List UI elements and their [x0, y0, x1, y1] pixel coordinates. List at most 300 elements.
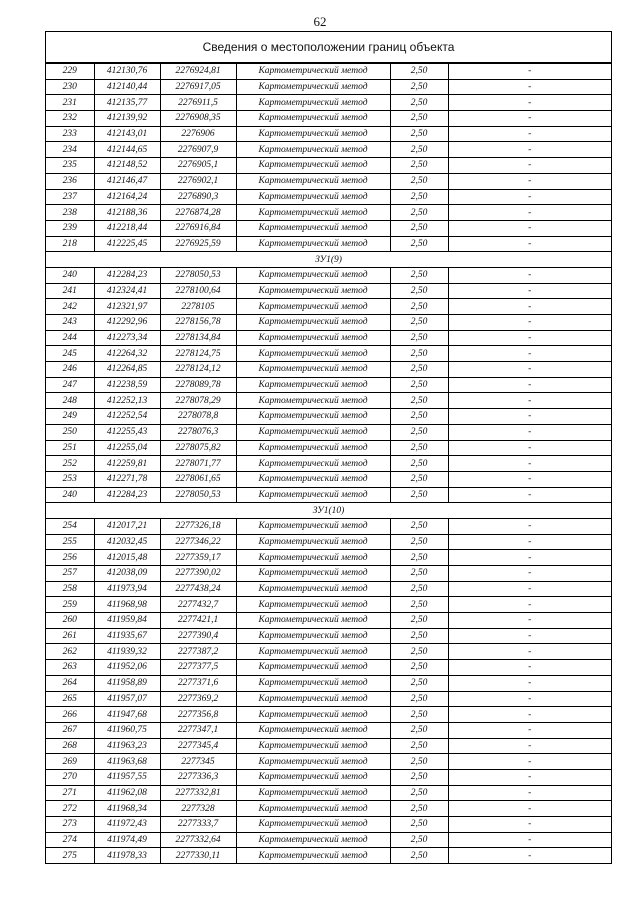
point-number-cell: 275: [46, 848, 94, 864]
note-cell: -: [448, 205, 611, 221]
method-cell: Картометрический метод: [236, 299, 390, 315]
x-coordinate-cell: 412252,54: [94, 409, 160, 425]
accuracy-cell: 2,50: [390, 613, 448, 629]
note-cell: -: [448, 550, 611, 566]
note-cell: -: [448, 315, 611, 331]
note-cell: -: [448, 644, 611, 660]
accuracy-cell: 2,50: [390, 487, 448, 503]
point-number-cell: 248: [46, 393, 94, 409]
table-row: [46, 330, 611, 346]
note-cell: -: [448, 817, 611, 833]
table-row: [46, 534, 611, 550]
table-row: [46, 64, 611, 80]
accuracy-cell: 2,50: [390, 64, 448, 80]
method-cell: Картометрический метод: [236, 801, 390, 817]
x-coordinate-cell: 411972,43: [94, 817, 160, 833]
point-number-cell: 249: [46, 409, 94, 425]
accuracy-cell: 2,50: [390, 299, 448, 315]
note-cell: -: [448, 95, 611, 111]
x-coordinate-cell: 412038,09: [94, 566, 160, 582]
accuracy-cell: 2,50: [390, 440, 448, 456]
table-row: [46, 613, 611, 629]
table-body: [46, 64, 611, 864]
method-cell: Картометрический метод: [236, 126, 390, 142]
y-coordinate-cell: 2277328: [160, 801, 236, 817]
method-cell: Картометрический метод: [236, 220, 390, 236]
x-coordinate-cell: 412146,47: [94, 173, 160, 189]
method-cell: Картометрический метод: [236, 848, 390, 864]
y-coordinate-cell: 2278089,78: [160, 377, 236, 393]
point-number-cell: 256: [46, 550, 94, 566]
method-cell: Картометрический метод: [236, 236, 390, 252]
note-cell: -: [448, 801, 611, 817]
table-row: [46, 95, 611, 111]
note-cell: -: [448, 675, 611, 691]
section-row: [46, 503, 611, 519]
point-number-cell: 252: [46, 456, 94, 472]
x-coordinate-cell: 412143,01: [94, 126, 160, 142]
x-coordinate-cell: 411968,34: [94, 801, 160, 817]
table-row: [46, 660, 611, 676]
method-cell: Картометрический метод: [236, 267, 390, 283]
y-coordinate-cell: 2277369,2: [160, 691, 236, 707]
point-number-cell: 229: [46, 64, 94, 80]
table-row: [46, 722, 611, 738]
x-coordinate-cell: 411952,06: [94, 660, 160, 676]
point-number-cell: 235: [46, 158, 94, 174]
y-coordinate-cell: 2277332,81: [160, 785, 236, 801]
y-coordinate-cell: 2276924,81: [160, 64, 236, 80]
method-cell: Картометрический метод: [236, 111, 390, 127]
y-coordinate-cell: 2277347,1: [160, 722, 236, 738]
point-number-cell: 274: [46, 832, 94, 848]
point-number-cell: 272: [46, 801, 94, 817]
accuracy-cell: 2,50: [390, 644, 448, 660]
y-coordinate-cell: 2277346,22: [160, 534, 236, 550]
coordinates-table: [46, 63, 611, 864]
boundary-table-sheet: [45, 31, 612, 864]
note-cell: -: [448, 769, 611, 785]
x-coordinate-cell: 411974,49: [94, 832, 160, 848]
table-row: [46, 769, 611, 785]
table-row: [46, 754, 611, 770]
note-cell: -: [448, 566, 611, 582]
y-coordinate-cell: 2276906: [160, 126, 236, 142]
accuracy-cell: 2,50: [390, 330, 448, 346]
accuracy-cell: 2,50: [390, 236, 448, 252]
note-cell: -: [448, 754, 611, 770]
x-coordinate-cell: 412144,65: [94, 142, 160, 158]
table-row: [46, 126, 611, 142]
accuracy-cell: 2,50: [390, 409, 448, 425]
method-cell: Картометрический метод: [236, 79, 390, 95]
y-coordinate-cell: 2278078,8: [160, 409, 236, 425]
point-number-cell: 244: [46, 330, 94, 346]
accuracy-cell: 2,50: [390, 393, 448, 409]
method-cell: Картометрический метод: [236, 832, 390, 848]
note-cell: -: [448, 534, 611, 550]
note-cell: -: [448, 142, 611, 158]
note-cell: -: [448, 440, 611, 456]
point-number-cell: 251: [46, 440, 94, 456]
x-coordinate-cell: 412017,21: [94, 518, 160, 534]
x-coordinate-cell: 411968,98: [94, 597, 160, 613]
table-row: [46, 283, 611, 299]
method-cell: Картометрический метод: [236, 377, 390, 393]
y-coordinate-cell: 2277387,2: [160, 644, 236, 660]
method-cell: Картометрический метод: [236, 550, 390, 566]
accuracy-cell: 2,50: [390, 817, 448, 833]
table-row: [46, 817, 611, 833]
table-row: [46, 173, 611, 189]
accuracy-cell: 2,50: [390, 581, 448, 597]
x-coordinate-cell: 412284,23: [94, 487, 160, 503]
table-row: [46, 487, 611, 503]
y-coordinate-cell: 2278105: [160, 299, 236, 315]
method-cell: Картометрический метод: [236, 330, 390, 346]
x-coordinate-cell: 411957,07: [94, 691, 160, 707]
table-row: [46, 299, 611, 315]
accuracy-cell: 2,50: [390, 456, 448, 472]
point-number-cell: 261: [46, 628, 94, 644]
y-coordinate-cell: 2277345: [160, 754, 236, 770]
point-number-cell: 234: [46, 142, 94, 158]
note-cell: -: [448, 409, 611, 425]
method-cell: Картометрический метод: [236, 722, 390, 738]
point-number-cell: 260: [46, 613, 94, 629]
note-cell: -: [448, 189, 611, 205]
point-number-cell: 243: [46, 315, 94, 331]
point-number-cell: 271: [46, 785, 94, 801]
method-cell: Картометрический метод: [236, 393, 390, 409]
accuracy-cell: 2,50: [390, 785, 448, 801]
y-coordinate-cell: 2276874,28: [160, 205, 236, 221]
page-number: 62: [313, 14, 327, 29]
x-coordinate-cell: 412255,04: [94, 440, 160, 456]
point-number-cell: 238: [46, 205, 94, 221]
x-coordinate-cell: 412164,24: [94, 189, 160, 205]
method-cell: Картометрический метод: [236, 189, 390, 205]
note-cell: -: [448, 613, 611, 629]
note-cell: -: [448, 832, 611, 848]
accuracy-cell: 2,50: [390, 111, 448, 127]
y-coordinate-cell: 2277371,6: [160, 675, 236, 691]
y-coordinate-cell: 2276902,1: [160, 173, 236, 189]
table-row: [46, 785, 611, 801]
section-label: ЗУ1(10): [46, 503, 611, 519]
y-coordinate-cell: 2277326,18: [160, 518, 236, 534]
x-coordinate-cell: 412259,81: [94, 456, 160, 472]
table-row: [46, 628, 611, 644]
x-coordinate-cell: 412273,34: [94, 330, 160, 346]
accuracy-cell: 2,50: [390, 362, 448, 378]
x-coordinate-cell: 411973,94: [94, 581, 160, 597]
y-coordinate-cell: 2276905,1: [160, 158, 236, 174]
point-number-cell: 262: [46, 644, 94, 660]
point-number-cell: 236: [46, 173, 94, 189]
point-number-cell: 242: [46, 299, 94, 315]
x-coordinate-cell: 412032,45: [94, 534, 160, 550]
x-coordinate-cell: 412188,36: [94, 205, 160, 221]
method-cell: Картометрический метод: [236, 424, 390, 440]
table-caption: Сведения о местоположении границ объекта: [46, 32, 611, 63]
note-cell: -: [448, 173, 611, 189]
y-coordinate-cell: 2277432,7: [160, 597, 236, 613]
table-row: [46, 315, 611, 331]
method-cell: Картометрический метод: [236, 613, 390, 629]
y-coordinate-cell: 2277336,3: [160, 769, 236, 785]
method-cell: Картометрический метод: [236, 64, 390, 80]
y-coordinate-cell: 2278075,82: [160, 440, 236, 456]
x-coordinate-cell: 412264,32: [94, 346, 160, 362]
method-cell: Картометрический метод: [236, 173, 390, 189]
note-cell: -: [448, 346, 611, 362]
accuracy-cell: 2,50: [390, 518, 448, 534]
section-label: ЗУ1(9): [46, 252, 611, 268]
x-coordinate-cell: 411947,68: [94, 707, 160, 723]
point-number-cell: 240: [46, 267, 94, 283]
y-coordinate-cell: 2276907,9: [160, 142, 236, 158]
table-row: [46, 393, 611, 409]
note-cell: -: [448, 362, 611, 378]
point-number-cell: 270: [46, 769, 94, 785]
table-row: [46, 267, 611, 283]
x-coordinate-cell: 411939,32: [94, 644, 160, 660]
method-cell: Картометрический метод: [236, 315, 390, 331]
table-row: [46, 644, 611, 660]
table-row: [46, 691, 611, 707]
method-cell: Картометрический метод: [236, 456, 390, 472]
table-row: [46, 377, 611, 393]
table-row: [46, 346, 611, 362]
point-number-cell: 265: [46, 691, 94, 707]
x-coordinate-cell: 412238,59: [94, 377, 160, 393]
y-coordinate-cell: 2277390,4: [160, 628, 236, 644]
x-coordinate-cell: 411962,08: [94, 785, 160, 801]
note-cell: -: [448, 424, 611, 440]
note-cell: -: [448, 848, 611, 864]
table-row: [46, 738, 611, 754]
x-coordinate-cell: 412148,52: [94, 158, 160, 174]
method-cell: Картометрический метод: [236, 754, 390, 770]
x-coordinate-cell: 411957,55: [94, 769, 160, 785]
method-cell: Картометрический метод: [236, 691, 390, 707]
point-number-cell: 230: [46, 79, 94, 95]
accuracy-cell: 2,50: [390, 283, 448, 299]
y-coordinate-cell: 2277332,64: [160, 832, 236, 848]
method-cell: Картометрический метод: [236, 142, 390, 158]
point-number-cell: 240: [46, 487, 94, 503]
point-number-cell: 253: [46, 471, 94, 487]
note-cell: -: [448, 267, 611, 283]
point-number-cell: 268: [46, 738, 94, 754]
x-coordinate-cell: 412139,92: [94, 111, 160, 127]
point-number-cell: 241: [46, 283, 94, 299]
method-cell: Картометрический метод: [236, 487, 390, 503]
y-coordinate-cell: 2278076,3: [160, 424, 236, 440]
method-cell: Картометрический метод: [236, 362, 390, 378]
y-coordinate-cell: 2276911,5: [160, 95, 236, 111]
point-number-cell: 246: [46, 362, 94, 378]
accuracy-cell: 2,50: [390, 597, 448, 613]
table-row: [46, 236, 611, 252]
point-number-cell: 233: [46, 126, 94, 142]
method-cell: Картометрический метод: [236, 707, 390, 723]
table-row: [46, 848, 611, 864]
method-cell: Картометрический метод: [236, 205, 390, 221]
method-cell: Картометрический метод: [236, 581, 390, 597]
method-cell: Картометрический метод: [236, 566, 390, 582]
point-number-cell: 232: [46, 111, 94, 127]
y-coordinate-cell: 2277377,5: [160, 660, 236, 676]
note-cell: -: [448, 283, 611, 299]
accuracy-cell: 2,50: [390, 126, 448, 142]
table-row: [46, 597, 611, 613]
note-cell: -: [448, 660, 611, 676]
method-cell: Картометрический метод: [236, 644, 390, 660]
accuracy-cell: 2,50: [390, 142, 448, 158]
y-coordinate-cell: 2278134,84: [160, 330, 236, 346]
x-coordinate-cell: 411963,23: [94, 738, 160, 754]
x-coordinate-cell: 411935,67: [94, 628, 160, 644]
accuracy-cell: 2,50: [390, 754, 448, 770]
note-cell: -: [448, 158, 611, 174]
y-coordinate-cell: 2278124,12: [160, 362, 236, 378]
note-cell: -: [448, 220, 611, 236]
accuracy-cell: 2,50: [390, 660, 448, 676]
x-coordinate-cell: 411960,75: [94, 722, 160, 738]
table-row: [46, 471, 611, 487]
point-number-cell: 263: [46, 660, 94, 676]
note-cell: -: [448, 707, 611, 723]
method-cell: Картометрический метод: [236, 95, 390, 111]
point-number-cell: 258: [46, 581, 94, 597]
accuracy-cell: 2,50: [390, 346, 448, 362]
method-cell: Картометрический метод: [236, 785, 390, 801]
x-coordinate-cell: 411958,89: [94, 675, 160, 691]
accuracy-cell: 2,50: [390, 801, 448, 817]
accuracy-cell: 2,50: [390, 550, 448, 566]
note-cell: -: [448, 722, 611, 738]
x-coordinate-cell: 412255,43: [94, 424, 160, 440]
method-cell: Картометрический метод: [236, 738, 390, 754]
note-cell: -: [448, 487, 611, 503]
y-coordinate-cell: 2277333,7: [160, 817, 236, 833]
y-coordinate-cell: 2277330,11: [160, 848, 236, 864]
y-coordinate-cell: 2276908,35: [160, 111, 236, 127]
accuracy-cell: 2,50: [390, 848, 448, 864]
accuracy-cell: 2,50: [390, 424, 448, 440]
y-coordinate-cell: 2276925,59: [160, 236, 236, 252]
method-cell: Картометрический метод: [236, 660, 390, 676]
point-number-cell: 239: [46, 220, 94, 236]
table-row: [46, 362, 611, 378]
accuracy-cell: 2,50: [390, 79, 448, 95]
accuracy-cell: 2,50: [390, 220, 448, 236]
y-coordinate-cell: 2277359,17: [160, 550, 236, 566]
x-coordinate-cell: 412264,85: [94, 362, 160, 378]
table-row: [46, 220, 611, 236]
accuracy-cell: 2,50: [390, 738, 448, 754]
y-coordinate-cell: 2277421,1: [160, 613, 236, 629]
accuracy-cell: 2,50: [390, 707, 448, 723]
method-cell: Картометрический метод: [236, 597, 390, 613]
accuracy-cell: 2,50: [390, 205, 448, 221]
y-coordinate-cell: 2278050,53: [160, 487, 236, 503]
table-row: [46, 675, 611, 691]
y-coordinate-cell: 2278156,78: [160, 315, 236, 331]
note-cell: -: [448, 79, 611, 95]
accuracy-cell: 2,50: [390, 769, 448, 785]
table-row: [46, 518, 611, 534]
point-number-cell: 266: [46, 707, 94, 723]
note-cell: -: [448, 377, 611, 393]
point-number-cell: 247: [46, 377, 94, 393]
table-row: [46, 79, 611, 95]
table-row: [46, 158, 611, 174]
table-row: [46, 111, 611, 127]
accuracy-cell: 2,50: [390, 471, 448, 487]
note-cell: -: [448, 738, 611, 754]
note-cell: -: [448, 597, 611, 613]
table-row: [46, 566, 611, 582]
y-coordinate-cell: 2278071,77: [160, 456, 236, 472]
accuracy-cell: 2,50: [390, 675, 448, 691]
note-cell: -: [448, 628, 611, 644]
method-cell: Картометрический метод: [236, 518, 390, 534]
method-cell: Картометрический метод: [236, 534, 390, 550]
note-cell: -: [448, 111, 611, 127]
table-row: [46, 801, 611, 817]
note-cell: -: [448, 518, 611, 534]
note-cell: -: [448, 471, 611, 487]
table-row: [46, 205, 611, 221]
y-coordinate-cell: 2276890,3: [160, 189, 236, 205]
x-coordinate-cell: 412140,44: [94, 79, 160, 95]
y-coordinate-cell: 2278050,53: [160, 267, 236, 283]
x-coordinate-cell: 412284,23: [94, 267, 160, 283]
point-number-cell: 237: [46, 189, 94, 205]
note-cell: -: [448, 330, 611, 346]
accuracy-cell: 2,50: [390, 189, 448, 205]
method-cell: Картометрический метод: [236, 675, 390, 691]
note-cell: -: [448, 691, 611, 707]
method-cell: Картометрический метод: [236, 440, 390, 456]
accuracy-cell: 2,50: [390, 691, 448, 707]
x-coordinate-cell: 412225,45: [94, 236, 160, 252]
y-coordinate-cell: 2276917,05: [160, 79, 236, 95]
note-cell: -: [448, 393, 611, 409]
note-cell: -: [448, 785, 611, 801]
accuracy-cell: 2,50: [390, 628, 448, 644]
table-row: [46, 424, 611, 440]
y-coordinate-cell: 2277438,24: [160, 581, 236, 597]
note-cell: -: [448, 64, 611, 80]
table-row: [46, 142, 611, 158]
table-row: [46, 409, 611, 425]
point-number-cell: 273: [46, 817, 94, 833]
y-coordinate-cell: 2276916,84: [160, 220, 236, 236]
note-cell: -: [448, 236, 611, 252]
method-cell: Картометрический метод: [236, 628, 390, 644]
accuracy-cell: 2,50: [390, 534, 448, 550]
note-cell: -: [448, 299, 611, 315]
point-number-cell: 267: [46, 722, 94, 738]
method-cell: Картометрический метод: [236, 409, 390, 425]
note-cell: -: [448, 126, 611, 142]
x-coordinate-cell: 411963,68: [94, 754, 160, 770]
accuracy-cell: 2,50: [390, 566, 448, 582]
